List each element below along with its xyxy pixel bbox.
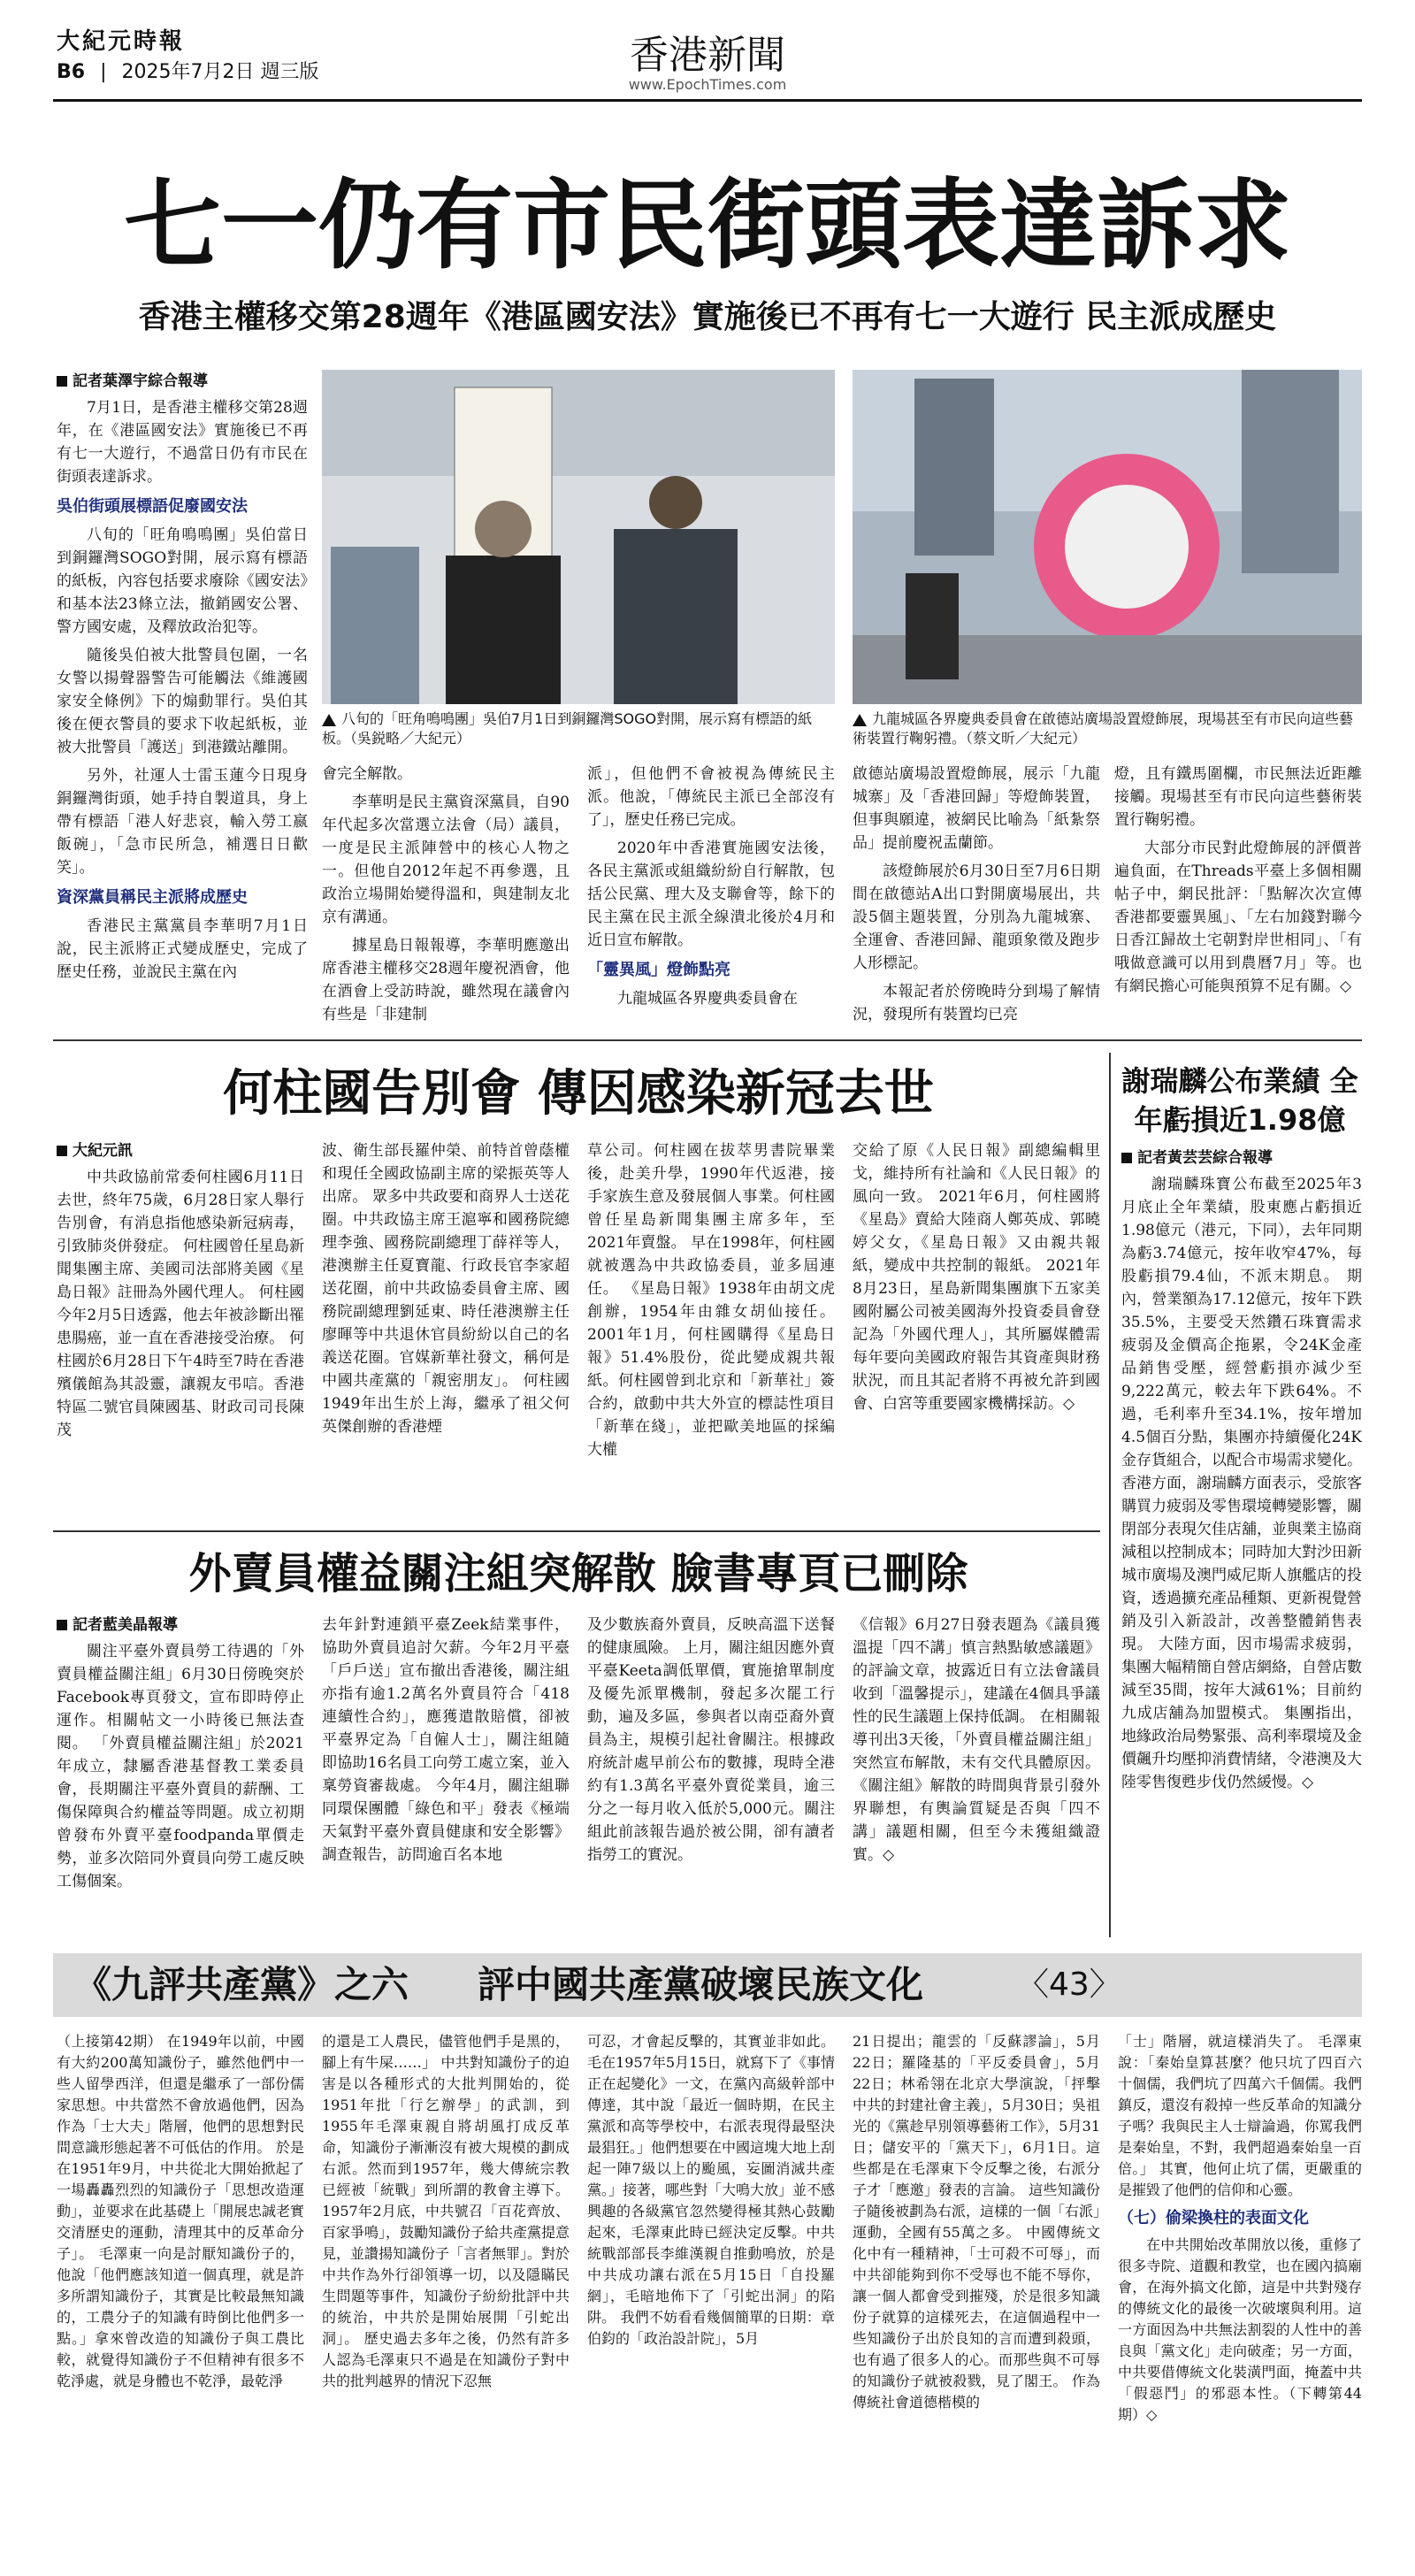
lead-paragraph: 啟德站廣場設置燈飾展，展示「九龍城寨」及「香港回歸」等燈飾裝置，但事與願違，被網民比喻為「紙紮祭品」提前慶祝盂蘭節。: [853, 765, 1100, 852]
second-column-4: [853, 1139, 1100, 1520]
third-column-3: [587, 1614, 835, 1941]
sidebar-headline: 謝瑞麟公布業績 全年虧損近1.98億: [1121, 1064, 1358, 1137]
lead-paragraph: 大部分市民對此燈飾展的評價普遍負面，在Threads平臺上多個相關帖子中，網民批評：「點解次次宣傳香港都要靈異風」、「左右加錢對聯今日香江歸故土宅朝對岸世相同」、「有哦做意識可以用到農曆7月」等。也有網民擔心可能與預算不足有關。◇: [1114, 840, 1362, 995]
commentary-paragraph: 可忍，才會起反擊的，其實並非如此。 毛在1957年5月15日，就寫下了《事情正在起變化》一文，在黨內高級幹部中傳達，其中說「最近一個時期，在民主黨派和高等學校中，右派表現得最堅決最猖狂。」他們想要在中國這塊大地上刮起一陣7級以上的颱風，妄圖消滅共產黨。」接著，哪些對「大鳴大放」並不感興趣的各級黨官忽然變得極其熱心鼓勵起來，毛澤東此時已經決定反擊。中共統戰部部長李維漢親自推動鳴放，於是中共成功讓右派在5月15日「自投羅網」，毛暗地佈下了「引蛇出洞」的陷阱。 我們不妨看看幾個簡單的日期：章伯鈞的「政治設計院」，5月: [587, 2033, 835, 2347]
commentary-column-1: [57, 2031, 304, 2553]
commentary-column-3: [587, 2031, 835, 2553]
page-number: B6: [57, 61, 86, 83]
commentary-paragraph: 21日提出；龍雲的「反蘇謬論」，5月22日；羅隆基的「平反委員會」，5月22日；林希翎在北京大學演說，「抨擊中共的封建社會主義」，5月30日；吳祖光的《黨趁早別領導藝術工作》，5月31日；儲安平的「黨天下」，6月1日。這些都是在毛澤東下令反擊之後，右派分子才「應邀」發表的言論。 這些知識份子隨後被劃為右派，這樣的一個「右派」運動，全國有55萬之多。 中國傳統文化中有一種精神，「士可殺不可辱」，而中共卻能夠到你不受辱也不能不辱你，讓一個人都會受到摧殘，於是很多知識份子就算的這樣死去，在這個過程中一些知識份子出於良知的言而遭到殺頭，也有過了很多人的心。而那些與不可辱的知識份子就被殺戮，見了閣王。 作為傳統社會道德楷模的: [853, 2033, 1100, 2411]
third-headline: 外賣員權益關注組突解散 臉書專頁已刪除: [188, 1549, 968, 1598]
third-paragraph: 去年針對連鎖平臺Zeek結業事件，協助外賣員追討欠薪。今年2月平臺「戶戶送」宣布撤出香港後，關注組亦指有逾1.2萬名外賣員符合「418連續性合約」，應獲遣散賠償，卻被平臺界定為「自僱人士」，關注組隨即協助16名員工向勞工處立案，並入稟勞資審裁處。 今年4月，關注組聯同環保團體「綠色和平」發表《極端天氣對平臺外賣員健康和安全影響》調查報告，訪問逾百名本地: [322, 1616, 570, 1864]
caption-photo-2: 九龍城區各界慶典委員會在啟德站廣場設置燈飾展，現場甚至有市民向這些藝術裝置行鞠躬禮。（蔡文昕／大紀元）: [853, 710, 1354, 747]
lead-paragraph: 7月1日，是香港主權移交第28週年，在《港區國安法》實施後已不再有七一大遊行，不過當日仍有市民在街頭表達訴求。: [57, 399, 308, 486]
caption-photo-1: 八旬的「旺角鳴鳴團」吳伯7月1日到銅鑼灣SOGO對開，展示寫有標語的紙板。（吳鋭略／大紀元）: [322, 710, 813, 747]
second-headline: 何柱國告別會 傳因感染新冠去世: [223, 1065, 934, 1123]
third-paragraph: 及少數族裔外賣員，反映高溫下送餐的健康風險。 上月，關注組因應外賣平臺Keeta調低單價，實施搶單制度及優先派單機制，發起多次罷工行動，遍及多區，參與者以南亞裔外賣員為主，規模引起社會關注。根據政府統計處早前公布的數據，現時全港約有1.3萬名平臺外賣從業員，逾三分之一每月收入低於5,000元。關注組此前該報告過於被公開，卻有讀者指勞工的實況。: [587, 1616, 835, 1864]
masthead-page-date: B6 | 2025年7月2日 週三版: [57, 61, 319, 83]
sidebar-byline: 記者黃芸芸綜合報導: [1121, 1146, 1362, 1169]
third-column-1: [57, 1614, 304, 1941]
commentary-paragraph: 「士」階層，就這樣消失了。 毛澤東說：「秦始皇算甚麼？他只坑了四百六十個儒，我們坑了四萬六千個儒。我們鎮反，還沒有殺掉一些反革命的知識分子嗎？我與民主人士辯論過，你罵我們是秦始皇，不對，我們超過秦始皇一百倍。」 其實，他何止坑了儒，更嚴重的是摧毀了他們的信仰和心靈。: [1118, 2033, 1362, 2198]
protester-photo-illustration: [322, 370, 835, 704]
lantern-photo-illustration: [853, 370, 1362, 704]
lead-paragraph: 2020年中香港實施國安法後，各民主黨派或組織紛紛自行解散，包括公民黨、理大及支聯會等，餘下的民主黨在民主派全線潰北後於4月和近日宣布解散。: [587, 840, 835, 949]
lead-headline: 七一仍有市民街頭表達訴求: [124, 169, 1291, 282]
commentary-column-5: [1118, 2031, 1362, 2553]
second-column-3: [587, 1139, 835, 1520]
commentary-column-2: [322, 2031, 570, 2553]
second-paragraph: 中共政協前常委何柱國6月11日去世，終年75歲，6月28日家人舉行告別會，有消息指他感染新冠病毒，引致肺炎併發症。 何柱國曾任星島新聞集團主席、美國司法部將美國《星島日報》註冊為外國代理人。 何柱國今年2月5日透露，他去年被診斷出罹患腸癌，並一直在香港接受治療。 何柱國於6月28日下午4時至7時在香港殯儀館為其設靈，讓親友弔唁。香港特區二號官員陳國基、財政司司長陳茂: [57, 1169, 304, 1439]
lead-photo-lantern-display: [853, 370, 1362, 704]
lead-paragraph: 李華明是民主黨資深黨員，自90年代起多次當選立法會（局）議員，一度是民主派陣營中的核心人物之一。但他自2012年起不再參選，且政治立場開始變得溫和，與建制友北京有溝通。: [322, 794, 570, 926]
section-divider: [53, 1530, 1100, 1532]
commentary-part: 〈43〉: [1017, 1966, 1121, 2003]
lead-photo-protester: [322, 370, 835, 704]
sidebar-paragraph: 謝瑞麟珠寶公布截至2025年3月底止全年業績，股東應占虧損近1.98億元（港元，下同），去年同期為虧3.74億元，按年收窄47%，每股虧損79.4仙，不派末期息。 期內，營業額為17.12億元，按年下跌35.5%，主要受天然鑽石珠寶需求疲弱及金價高企拖累，令24K金產品銷售受壓，經營虧損亦減少至9,222萬元，較去年下跌64%。不過，毛利率升至34.1%，按年增加4.5個百分點，集團亦持續優化24K金存貨組合，以配合市場需求變化。 香港方面，謝瑞麟方面表示，受旅客購買力疲弱及零售環境轉變影響，關閉部分表現欠佳店舖，並與業主協商減租以控制成本；同時加大對沙田新城市廣場及澳門威尼斯人旗艦店的投資，透過擴充產品種類、更新視覺營銷及引入新設計，改善整體銷售表現。 大陸方面，因市場需求疲弱，集團大幅精簡自營店網絡，自營店數減至35間，按年大減61%；目前約九成店舖為加盟模式。 集團指出，地緣政治局勢緊張、高利率環境及金價飆升均壓抑消費情緒，令港澳及大陸零售復甦步伐仍然緩慢。◇: [1121, 1176, 1362, 1791]
lead-column-3: [587, 763, 835, 1028]
lead-paragraph: 燈，且有鐵馬圍欄，市民無法近距離接觸。現場甚至有市民向這些藝術裝置行鞠躬禮。: [1114, 765, 1362, 829]
commentary-paragraph: 的還是工人農民，儘管他們手是黑的，腳上有牛屎……」 中共對知識份子的迫害是以各種形式的大批判開始的，從1951年批「行乞辦學」的武訓，到1955年毛澤東親自將胡風打成反革命，知識份子漸漸沒有被大規模的劃成右派。然而到1957年，幾大傳統宗教已經被「統戰」到所謂的教會主導下。 1957年2月底，中共號召「百花齊放、百家爭鳴」，鼓勵知識份子給共產黨提意見，並讚揚知識份子「言者無罪」。對於中共作為外行卻領導一切，以及隱瞞民生問題等事件，知識份子紛紛批評中共的統治，中共於是開始展開「引蛇出洞」。 歷史過去多年之後，仍然有許多人認為毛澤東只不過是在知識份子對中共的批判越界的情況下忍無: [322, 2033, 570, 2389]
commentary-subhead: （七）偷梁換柱的表面文化: [1118, 2209, 1309, 2227]
commentary-paragraph: （上接第42期） 在1949年以前，中國有大約200萬知識份子，雖然他們中一些人留學西洋，但還是繼承了一部份儒家思想。中共當然不會放過他們，因為作為「士大夫」階層，他們的思想對民間意識形態起著不可低估的作用。 於是在1951年9月，中共從北大開始掀起了一場轟轟烈烈的知識份子「思想改造運動」，並要求在此基礎上「開展忠誠老實交清歷史的運動，清理其中的反革命分子」。 毛澤東一向是討厭知識份子的，他說「他們應該知道一個真理，就是許多所謂知識份子，其實是比較最無知識的，工農分子的知識有時倒比他們多一點。」拿來曾改造的知識份子與工農比較，就覺得知識份子不但精神有很多不乾淨處，就是身體也不乾淨，最乾淨: [57, 2033, 304, 2389]
commentary-column-4: [853, 2031, 1100, 2553]
masthead-logo: 大紀元時報: [57, 28, 186, 55]
commentary-paragraph: 在中共開始改革開放以後，重修了很多寺院、道觀和教堂，也在國內搞廟會，在海外搞文化節，這是中共對殘存的傳統文化的最後一次破壞與利用。這一方面因為中共無法割裂的人性中的善良與「黨文化」走向破產；另一方面，中共要借傳統文化裝潢門面，掩蓋中共「假惡鬥」的邪惡本性。（下轉第44期）◇: [1118, 2236, 1362, 2423]
site-url: www.EpochTimes.com: [628, 76, 787, 93]
lead-paragraph: 八旬的「旺角鳴鳴團」吳伯當日到銅鑼灣SOGO對開，展示寫有標語的紙板，內容包括要求廢除《國安法》和基本法23條立法，撤銷國安公署、警方國安處，及釋放政治犯等。: [57, 526, 308, 636]
second-paragraph: 草公司。何柱國在拔萃男書院畢業後，赴美升學，1990年代返港，接手家族生意及發展個人事業。何柱國曾任星島新聞集團主席多年，至2021年賣盤。 早在1998年，何柱國就被選為中共政協委員，並多屆連任。 《星島日報》1938年由胡文虎創辦，1954年由雜女胡仙接任。2001年1月，何柱國購得《星島日報》51.4%股份，從此變成親共報紙。何柱國曾到北京和「新華社」簽合約，啟動中共大外宣的標誌性項目「新華在綫」，並把歐美地區的採編大權: [587, 1142, 835, 1459]
lead-subhead: 資深黨員稱民主派將成歷史: [57, 888, 248, 907]
lead-subhead: 吳伯街頭展標語促廢國安法: [57, 497, 248, 516]
lead-column-5: [1114, 763, 1362, 1028]
lead-column-4: [853, 763, 1100, 1028]
section-divider: [53, 1039, 1362, 1041]
lead-subheadline: 香港主權移交第28週年《港區國安法》實施後已不再有七一大遊行 民主派成歷史: [138, 299, 1277, 335]
third-byline: 記者藍美晶報導: [57, 1614, 304, 1637]
sidebar-column: [1121, 1146, 1362, 1934]
lead-paragraph: 據星島日報報導，李華明應邀出席香港主權移交28週年慶祝酒會，他在酒會上受訪時說，雖然現在議會內有些是「非建制: [322, 937, 570, 1024]
lead-paragraph: 隨後吳伯被大批警員包圍，一名女警以揚聲器警告可能觸法《維護國家安全條例》下的煽動罪行。吳伯其後在便衣警員的要求下收起紙板，並被大批警員「護送」到港鐵站離開。: [57, 647, 308, 756]
lead-column-2: [322, 763, 570, 1028]
second-column-1: [57, 1139, 304, 1520]
lead-paragraph: 另外，社運人士雷玉蓮今日現身銅鑼灣街頭，她手持自製道具，身上帶有標語「港人好悲哀，輸入勞工嬴飯碗」，「急市民所急，補選日日歡笑」。: [57, 767, 308, 877]
lead-paragraph: 會完全解散。: [322, 765, 412, 783]
lead-paragraph: 該燈飾展於6月30日至7月6日期間在啟德站A出口對開廣場展出，共設5個主題裝置，分別為九龍城寨、全運會、香港回歸、龍頭象徵及跑步人形標記。: [853, 862, 1100, 972]
section-title: 香港新聞: [630, 33, 785, 78]
commentary-title: 評中國共產黨破壞民族文化: [478, 1963, 924, 2006]
third-paragraph: 關注平臺外賣員勞工待遇的「外賣員權益關注組」6月30日傍晚突於Facebook專頁發文，宣布即時停止運作。相關帖文一小時後已無法查閱。 「外賣員權益關注組」於2021年成立，隸屬香港基督教工業委員會，長期關注平臺外賣員的薪酬、工傷保障與合約權益等問題。成立初期曾發布外賣平臺foodpanda單價走勢，並多次陪同外賣員向勞工處反映工傷個案。: [57, 1643, 304, 1890]
lead-paragraph: 派」，但他們不會被視為傳統民主派。他說，「傳統民主派已全部沒有了」，歷史任務已完成。: [587, 765, 835, 829]
commentary-series: 《九評共產黨》之六: [74, 1963, 409, 2006]
second-paragraph: 交給了原《人民日報》副總編輯里戈，維持所有社論和《人民日報》的風向一致。 2021年6月，何柱國將《星島》賣給大陸商人鄭英成、郭曉婷父女，《星島日報》又由親共報紙，變成中共控制的報紙。 2021年8月23日，星島新聞集團旗下五家美國附屬公司被美國海外投資委員會登記為「外國代理人」，其所屬媒體需每年要向美國政府報告其資產與財務狀況，而且其記者將不再被允許到國會、白宮等重要國家機構採訪。◇: [853, 1142, 1100, 1413]
second-column-2: [322, 1139, 570, 1520]
third-paragraph: 《信報》6月27日發表題為《議員獲溫提「四不講」慎言熱點敏感議題》的評論文章，披露近日有立法會議員收到「溫馨提示」，建議在4個具爭議性的民生議題上保持低調。 在相關報導刊出3天後，「外賣員權益關注組」突然宣布解散，未有交代具體原因。《關注組》解散的時間與背景引發外界聯想，有輿論質疑是否與「四不講」議題相關，但至今未獲組織證實。◇: [853, 1616, 1100, 1864]
lead-paragraph: 香港民主黨黨員李華明7月1日說，民主派將正式變成歷史，完成了歷史任務，並說民主黨在內: [57, 917, 308, 981]
sidebar-divider: [1109, 1053, 1111, 1937]
masthead-rule: [53, 99, 1362, 102]
second-paragraph: 波、衛生部長羅仲榮、前特首曾蔭權和現任全國政協副主席的梁振英等人出席。 眾多中共政要和商界人士送花圈。中共政協主席王滬寧和國務院總理李強、國務院副總理丁薛祥等人，港澳辦主任夏寶龍、行政長官李家超送花圈，前中共政協委員會主席、國務院副總理劉延東、時任港澳辦主任廖暉等中共退休官員紛紛以自己的名義送花圈。官媒新華社發文，稱何是中國共產黨的「親密朋友」。 何柱國1949年出生於上海，繼承了祖父何英傑創辦的香港煙: [322, 1142, 570, 1436]
lead-paragraph: 九龍城區各界慶典委員會在: [617, 990, 798, 1008]
lead-byline: 記者葉澤宇綜合報導: [57, 370, 308, 393]
third-column-4: [853, 1614, 1100, 1941]
lead-subhead: 「靈異風」燈飾點亮: [587, 961, 730, 979]
lead-paragraph: 本報記者於傍晚時分到場了解情況，發現所有裝置均已亮: [853, 983, 1100, 1024]
third-column-2: [322, 1614, 570, 1941]
second-byline: 大紀元訊: [57, 1139, 304, 1162]
issue-date: 2025年7月2日 週三版: [121, 61, 319, 83]
